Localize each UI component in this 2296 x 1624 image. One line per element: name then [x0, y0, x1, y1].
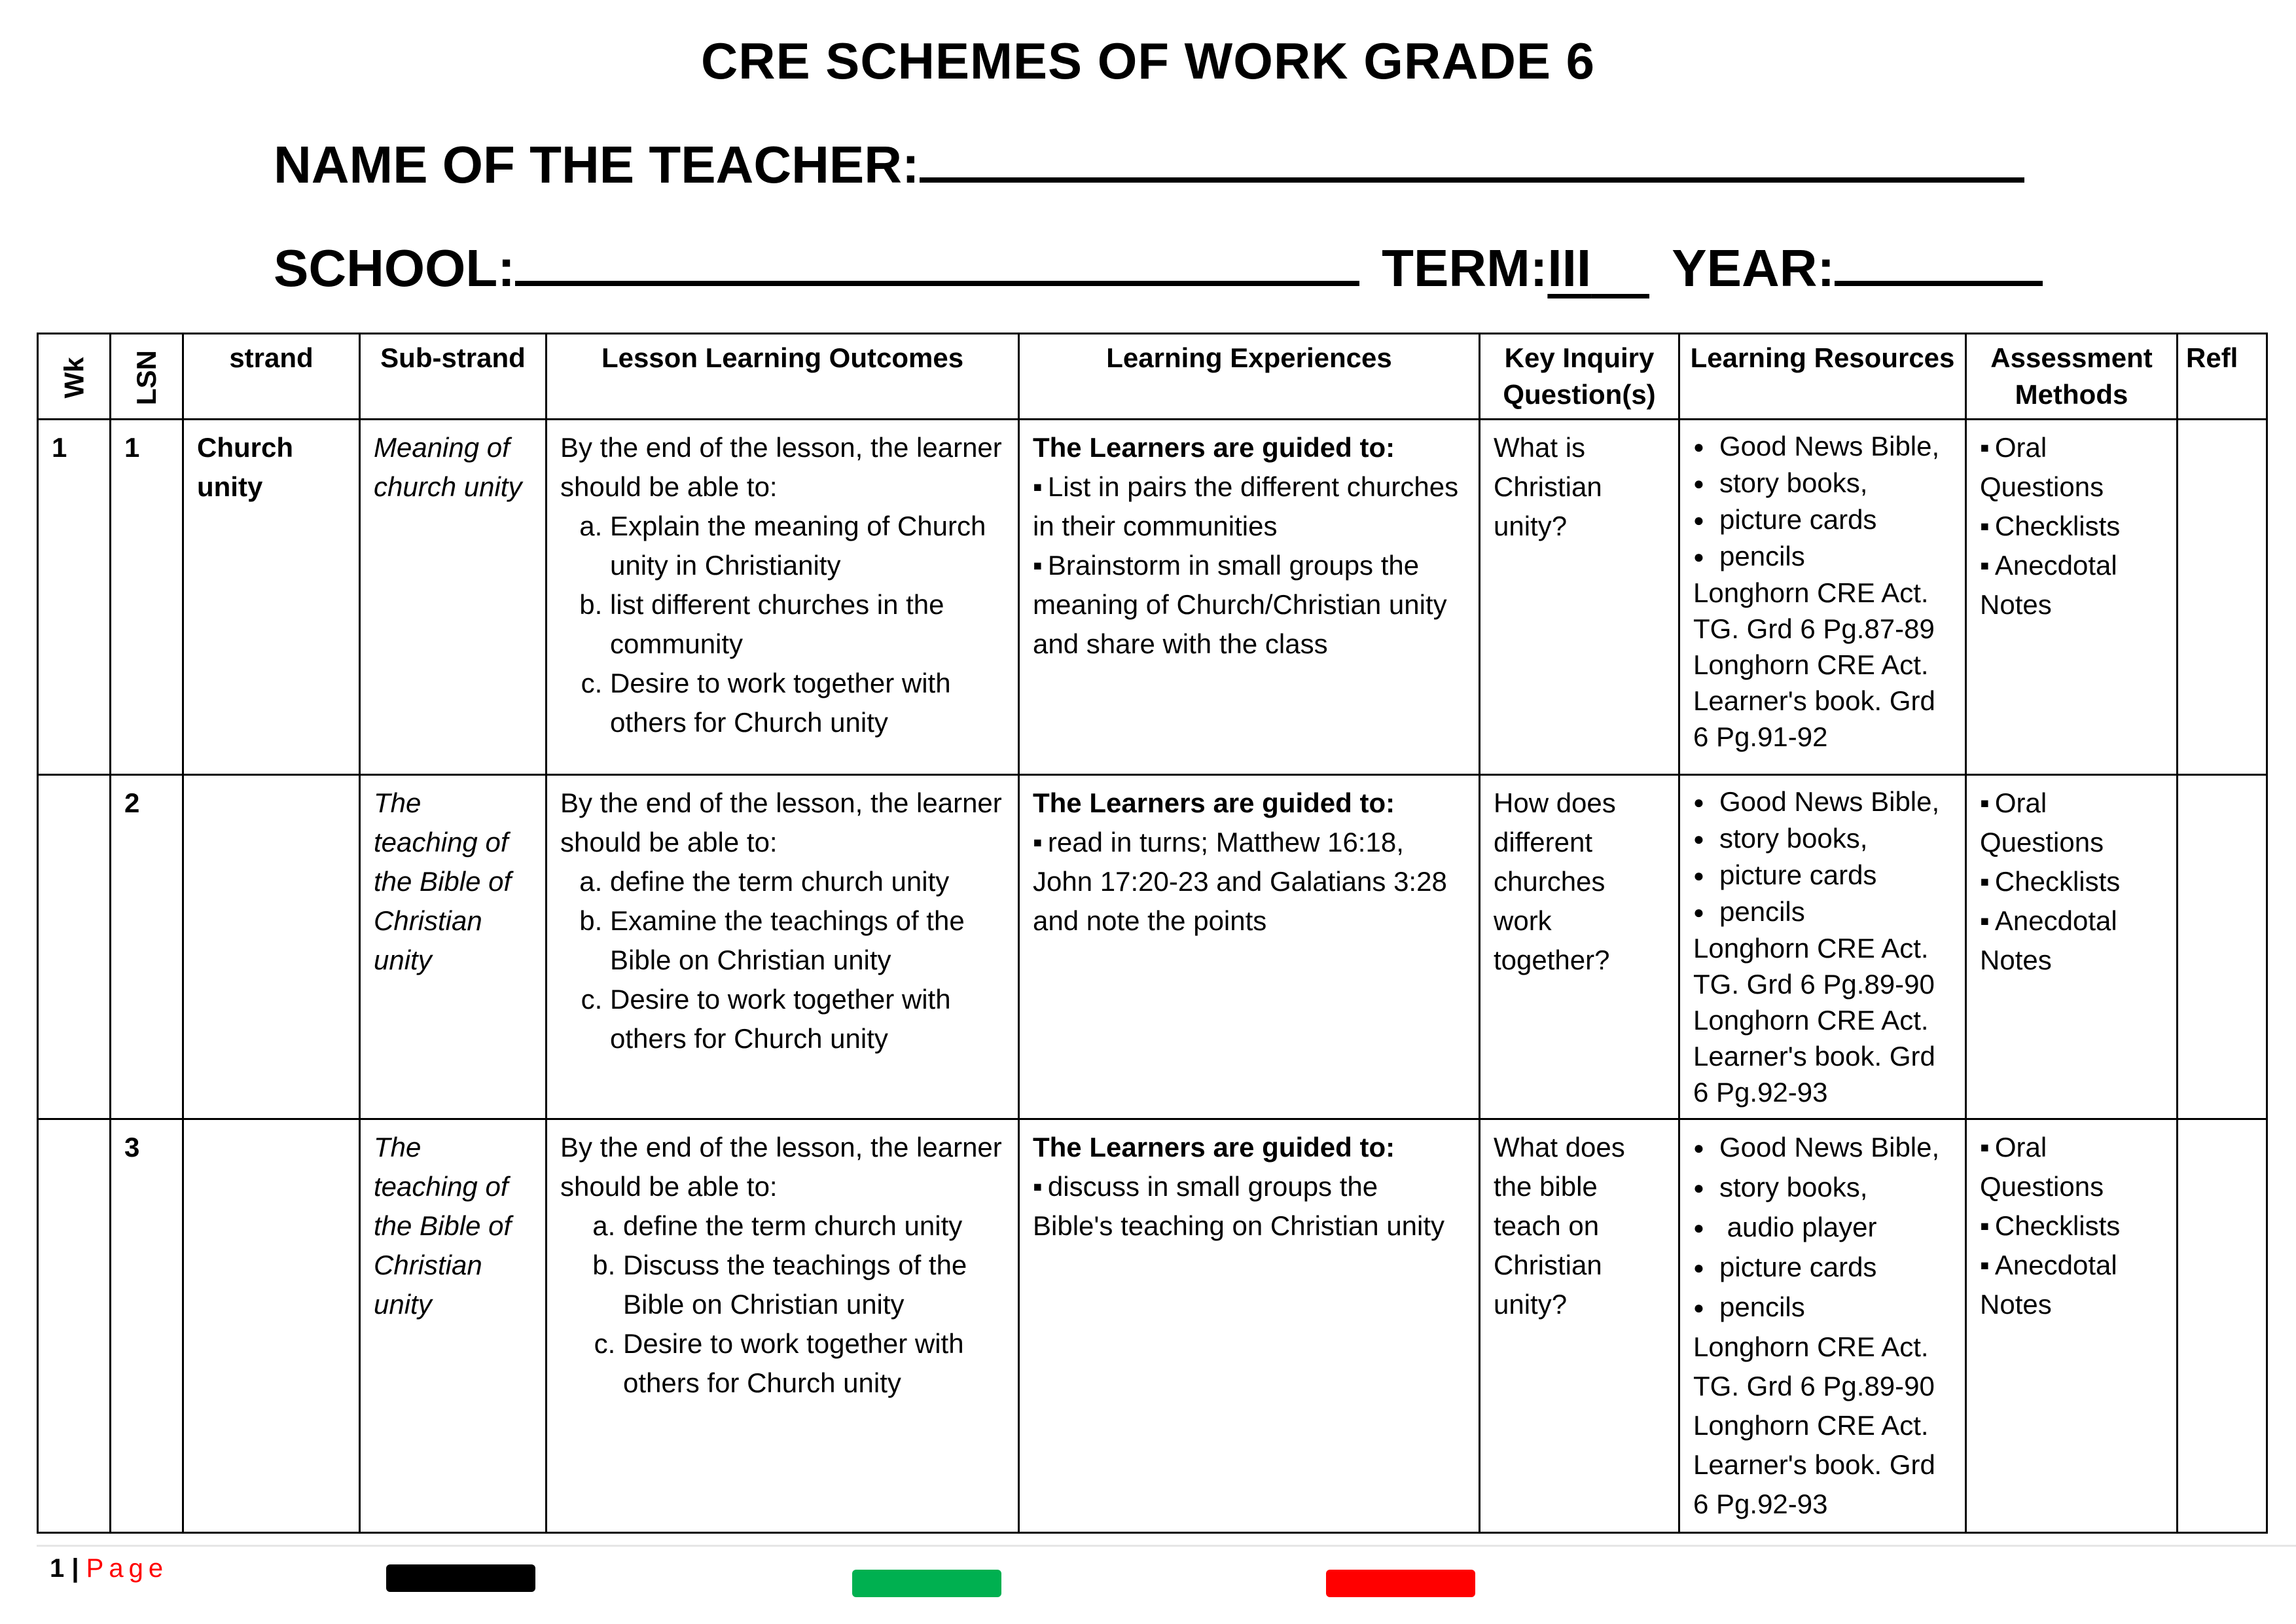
col-header-outcomes: Lesson Learning Outcomes: [547, 334, 1019, 420]
cell-strand: [183, 1119, 360, 1533]
col-header-lsn: LSN: [111, 334, 183, 420]
page-number-value: 1: [50, 1554, 65, 1583]
outcome-item: b. Discuss the teachings of the Bible on Christian unity: [623, 1246, 1005, 1324]
resource-item: ● story books,: [1719, 465, 1952, 501]
resource-item: ● pencils: [1719, 893, 1952, 930]
resource-item: ● audio player: [1719, 1208, 1952, 1248]
table-row: [38, 420, 2267, 775]
year-label: YEAR:: [1672, 239, 1835, 297]
experience-item: ▪ List in pairs the different churches in their communities: [1033, 467, 1465, 546]
cell-assessment: [1966, 775, 2178, 1119]
resource-reference: Longhorn CRE Act. TG. Grd 6 Pg.89-90: [1693, 1331, 1935, 1401]
cell-inquiry: What does the bible teach on Christian unity?: [1480, 1119, 1679, 1533]
experiences-intro: The Learners are guided to:: [1033, 787, 1395, 818]
cell-refl[interactable]: [2178, 420, 2267, 775]
document-title: CRE SCHEMES OF WORK GRADE 6: [700, 32, 1596, 90]
outcome-item: c. Desire to work together with others for Church unity: [623, 1324, 1005, 1403]
table-row: [38, 1119, 2267, 1533]
resource-item: ● picture cards: [1719, 1248, 1952, 1288]
cell-strand: Church unity: [183, 420, 360, 775]
outcomes-intro: By the end of the lesson, the learner should be able to:: [560, 432, 1002, 502]
col-header-substrand: Sub-strand: [360, 334, 547, 420]
table-row: [38, 775, 2267, 1119]
assessment-item: ▪ Checklists: [1980, 507, 2163, 546]
assessment-item: ▪ Checklists: [1980, 1206, 2163, 1246]
cell-substrand: Meaning of church unity: [360, 420, 547, 775]
col-header-experiences: Learning Experiences: [1019, 334, 1480, 420]
resource-item: ● Good News Bible,: [1719, 784, 1952, 820]
cell-refl[interactable]: [2178, 1119, 2267, 1533]
page-label: Page: [86, 1554, 169, 1583]
teacher-name-blank[interactable]: [920, 177, 2024, 183]
assessment-item: ▪ Anecdotal Notes: [1980, 901, 2163, 980]
cell-resources: [1679, 420, 1966, 775]
outcome-item: a. define the term church unity: [610, 862, 1005, 901]
cell-substrand: The teaching of the Bible of Christian unity: [360, 1119, 547, 1533]
col-header-strand: strand: [183, 334, 360, 420]
resource-item: ● pencils: [1719, 538, 1952, 575]
cell-inquiry: What is Christian unity?: [1480, 420, 1679, 775]
resource-reference: Longhorn CRE Act. TG. Grd 6 Pg.89-90: [1693, 933, 1935, 1000]
green-color-bar: [852, 1570, 1001, 1597]
cell-resources: [1679, 775, 1966, 1119]
cell-outcomes: [547, 1119, 1019, 1533]
outcomes-intro: By the end of the lesson, the learner should be able to:: [560, 1132, 1002, 1202]
cell-experiences: [1019, 420, 1480, 775]
term-value: III: [1547, 239, 1592, 297]
experiences-intro: The Learners are guided to:: [1033, 1132, 1395, 1163]
cell-outcomes: [547, 420, 1019, 775]
col-header-assessment: Assessment Methods: [1966, 334, 2178, 420]
cell-experiences: [1019, 1119, 1480, 1533]
page-number: [50, 1554, 168, 1583]
resource-item: ● story books,: [1719, 1168, 1952, 1208]
experience-item: ▪ discuss in small groups the Bible's teaching on Christian unity: [1033, 1167, 1465, 1246]
teacher-label: NAME OF THE TEACHER:: [274, 135, 920, 194]
table-header-row: [38, 334, 2267, 420]
resource-item: ● Good News Bible,: [1719, 428, 1952, 465]
col-header-refl: Refl: [2178, 334, 2267, 420]
assessment-item: ▪ Checklists: [1980, 862, 2163, 901]
outcome-item: c. Desire to work together with others for Church unity: [610, 664, 1005, 742]
resource-reference: Longhorn CRE Act. Learner's book. Grd 6 Pg.92-93: [1693, 1410, 1935, 1519]
outcome-item: a. define the term church unity: [623, 1206, 1005, 1246]
col-header-resources: Learning Resources: [1679, 334, 1966, 420]
experience-item: ▪ Brainstorm in small groups the meaning of Church/Christian unity and share with the class: [1033, 546, 1465, 664]
cell-wk: [38, 775, 111, 1119]
cell-lsn: 3: [111, 1119, 183, 1533]
outcome-item: b. Examine the teachings of the Bible on Christian unity: [610, 901, 1005, 980]
school-blank[interactable]: [515, 281, 1359, 286]
resource-item: ● pencils: [1719, 1288, 1952, 1327]
cell-resources: [1679, 1119, 1966, 1533]
cell-wk: 1: [38, 420, 111, 775]
cell-strand: [183, 775, 360, 1119]
resource-item: ● story books,: [1719, 820, 1952, 857]
black-color-bar: [386, 1564, 535, 1592]
page-separator: |: [64, 1554, 86, 1583]
cell-substrand: The teaching of the Bible of Christian unity: [360, 775, 547, 1119]
teacher-name-line: [274, 135, 2024, 195]
resource-item: ● Good News Bible,: [1719, 1128, 1952, 1168]
resource-reference: Longhorn CRE Act. Learner's book. Grd 6 Pg.92-93: [1693, 1005, 1935, 1108]
outcome-item: c. Desire to work together with others for Church unity: [610, 980, 1005, 1058]
col-header-wk: Wk: [38, 334, 111, 420]
outcomes-intro: By the end of the lesson, the learner should be able to:: [560, 787, 1002, 857]
assessment-item: ▪ Anecdotal Notes: [1980, 1246, 2163, 1324]
cell-inquiry: How does different churches work together?: [1480, 775, 1679, 1119]
assessment-item: ▪ Oral Questions: [1980, 1128, 2163, 1206]
cell-outcomes: [547, 775, 1019, 1119]
year-blank[interactable]: [1835, 281, 2043, 286]
cell-lsn: 1: [111, 420, 183, 775]
col-header-inquiry: Key Inquiry Question(s): [1480, 334, 1679, 420]
resource-reference: Longhorn CRE Act. Learner's book. Grd 6 Pg.91-92: [1693, 649, 1935, 752]
scheme-of-work-table: [37, 333, 2268, 1534]
resource-item: ● picture cards: [1719, 501, 1952, 538]
footer-divider: [37, 1545, 2296, 1547]
experiences-intro: The Learners are guided to:: [1033, 432, 1395, 463]
cell-wk: [38, 1119, 111, 1533]
assessment-item: ▪ Oral Questions: [1980, 428, 2163, 507]
cell-experiences: [1019, 775, 1480, 1119]
cell-assessment: [1966, 1119, 2178, 1533]
outcome-item: b. list different churches in the community: [610, 585, 1005, 664]
school-label: SCHOOL:: [274, 239, 515, 297]
assessment-item: ▪ Anecdotal Notes: [1980, 546, 2163, 624]
school-term-year-line: [274, 238, 2043, 298]
outcome-item: a. Explain the meaning of Church unity in Christianity: [610, 507, 1005, 585]
resource-reference: Longhorn CRE Act. TG. Grd 6 Pg.87-89: [1693, 577, 1935, 644]
assessment-item: ▪ Oral Questions: [1980, 784, 2163, 862]
experience-item: ▪ read in turns; Matthew 16:18, John 17:20-23 and Galatians 3:28 and note the points: [1033, 823, 1465, 941]
cell-refl[interactable]: [2178, 775, 2267, 1119]
red-color-bar: [1326, 1570, 1475, 1597]
cell-assessment: [1966, 420, 2178, 775]
resource-item: ● picture cards: [1719, 857, 1952, 893]
term-label: TERM:: [1382, 239, 1548, 297]
cell-lsn: 2: [111, 775, 183, 1119]
